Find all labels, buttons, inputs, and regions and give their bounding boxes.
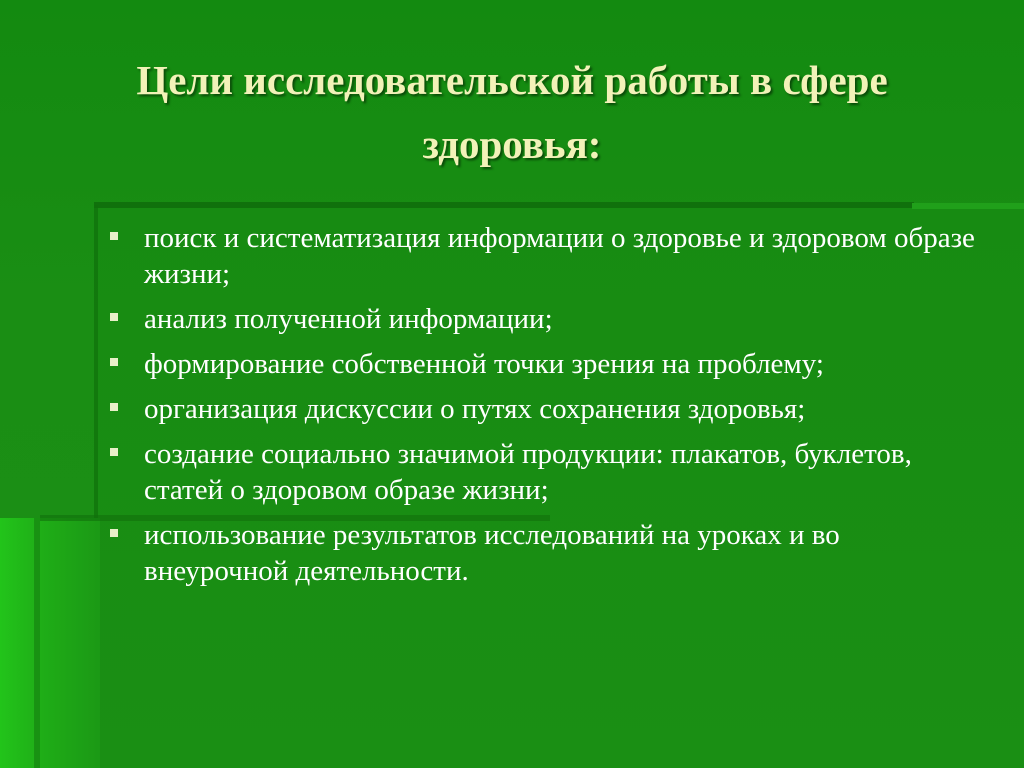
background-panel-left xyxy=(0,518,100,768)
list-item-text: анализ полученной информации; xyxy=(144,303,553,335)
square-bullet-icon xyxy=(110,232,118,240)
bullet-list xyxy=(108,220,988,598)
list-item-text: использование результатов исследований на уроках и во внеурочной деятельности. xyxy=(144,519,840,587)
list-item xyxy=(108,391,988,427)
background-divider-top-right xyxy=(912,203,1024,209)
list-item-text: создание социально значимой продукции: плакатов, буклетов, статей о здоровом образе жизни; xyxy=(144,438,912,506)
square-bullet-icon xyxy=(110,358,118,366)
square-bullet-icon xyxy=(110,313,118,321)
list-item xyxy=(108,517,988,589)
square-bullet-icon xyxy=(110,529,118,537)
list-item xyxy=(108,436,988,508)
square-bullet-icon xyxy=(110,448,118,456)
list-item xyxy=(108,301,988,337)
background-divider-top xyxy=(94,202,914,208)
list-item xyxy=(108,220,988,292)
list-item xyxy=(108,346,988,382)
square-bullet-icon xyxy=(110,403,118,411)
list-item-text: организация дискуссии о путях сохранения здоровья; xyxy=(144,393,806,425)
list-item-text: поиск и систематизация информации о здоровье и здоровом образе жизни; xyxy=(144,222,975,290)
background-divider-left-edge xyxy=(34,518,40,768)
slide-title: Цели исследовательской работы в сфере здоровья: xyxy=(136,57,888,167)
list-item-text: формирование собственной точки зрения на проблему; xyxy=(144,348,824,380)
